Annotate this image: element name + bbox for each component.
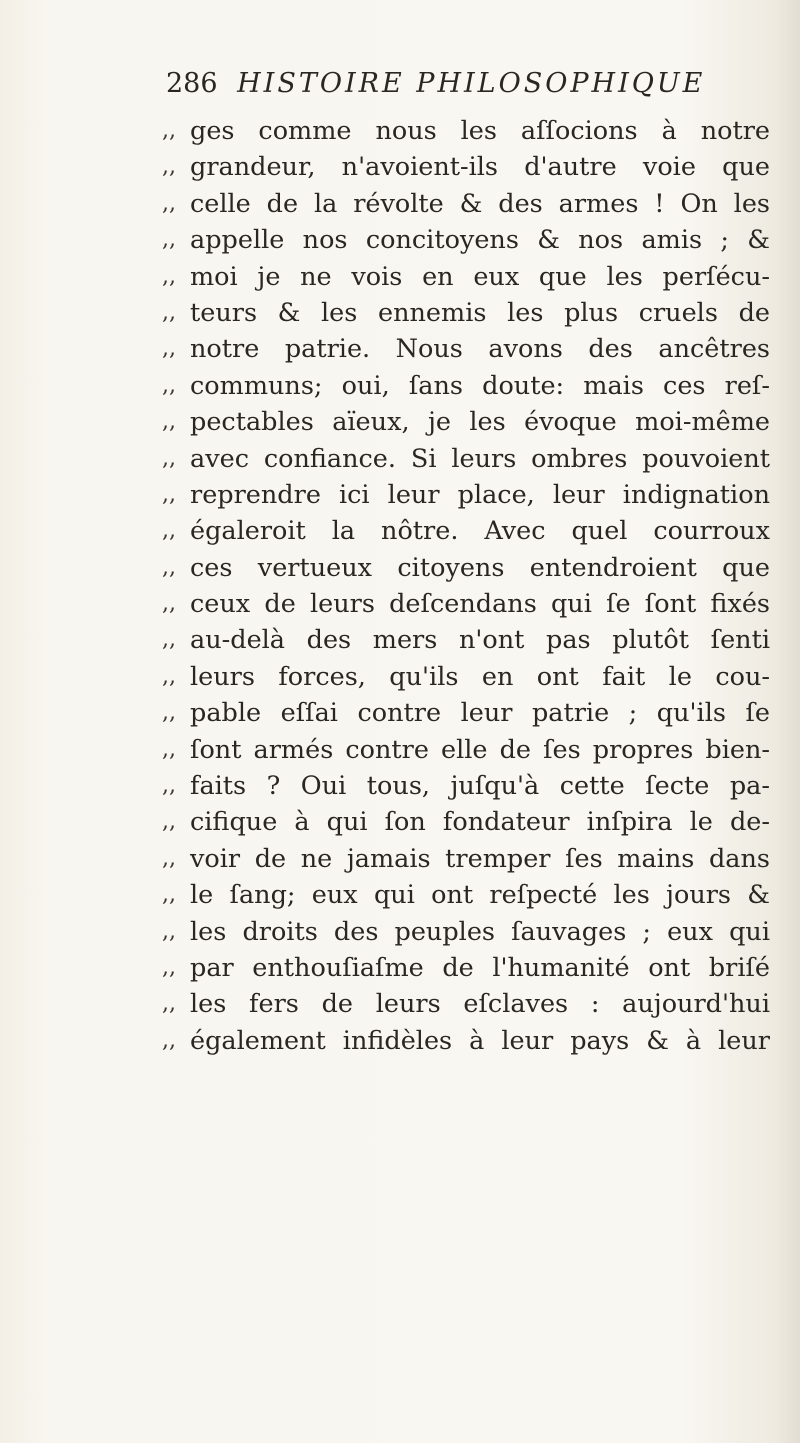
quote-mark: ,, <box>162 591 176 617</box>
quote-mark: ,, <box>162 227 176 253</box>
text-line <box>162 1023 774 1059</box>
text-line <box>162 113 774 149</box>
text-line <box>162 804 774 840</box>
quote-mark: ,, <box>162 700 176 726</box>
text-line <box>162 441 774 477</box>
quote-mark: ,, <box>162 154 176 180</box>
quote-mark: ,, <box>162 627 176 653</box>
text-line <box>162 404 774 440</box>
page-number: 286 <box>166 68 218 99</box>
line-text: ces vertueux citoyens entendroient que <box>190 552 770 583</box>
line-text: leurs forces, qu'ils en ont fait le cou- <box>190 661 770 692</box>
text-line <box>162 986 774 1022</box>
line-text: également infidèles à leur pays & à leur <box>190 1025 770 1056</box>
text-body <box>162 113 774 1059</box>
line-text: appelle nos concitoyens & nos amis ; & <box>190 225 770 256</box>
line-text: cifique à qui ſon fondateur inſpira le de- <box>190 807 770 838</box>
line-text: grandeur, n'avoient-ils d'autre voie que <box>190 152 770 183</box>
quote-mark: ,, <box>162 918 176 944</box>
text-line <box>162 659 774 695</box>
page-title: HISTOIRE PHILOSOPHIQUE <box>237 68 706 99</box>
quote-mark: ,, <box>162 518 176 544</box>
text-line <box>162 877 774 913</box>
line-text: pectables aïeux, je les évoque moi-même <box>190 407 770 438</box>
line-text: ges comme nous les aſſocions à notre <box>190 116 770 146</box>
text-line <box>162 841 774 877</box>
quote-mark: ,, <box>162 481 176 507</box>
line-text: avec confiance. Si leurs ombres pouvoient <box>190 443 770 474</box>
line-text: le ſang; eux qui ont reſpecté les jours & <box>190 880 770 911</box>
quote-mark: ,, <box>162 445 176 471</box>
quote-mark: ,, <box>162 991 176 1017</box>
line-text: égaleroit la nôtre. Avec quel courroux <box>190 516 770 547</box>
line-text: teurs & les ennemis les plus cruels de <box>190 297 770 328</box>
text-line <box>162 695 774 731</box>
quote-mark: ,, <box>162 809 176 835</box>
quote-mark: ,, <box>162 409 176 435</box>
running-head <box>166 68 766 108</box>
text-line <box>162 368 774 404</box>
text-line <box>162 259 774 295</box>
line-text: moi je ne vois en eux que les perſécu- <box>190 261 770 292</box>
text-line <box>162 768 774 804</box>
quote-mark: ,, <box>162 845 176 871</box>
text-line <box>162 732 774 768</box>
line-text: par enthouſiaſme de l'humanité ont briſé <box>190 952 770 983</box>
quote-mark: ,, <box>162 882 176 908</box>
quote-mark: ,, <box>162 954 176 980</box>
text-line <box>162 622 774 658</box>
text-line <box>162 149 774 185</box>
line-text: pable eſſai contre leur patrie ; qu'ils ſe <box>190 698 770 729</box>
quote-mark: ,, <box>162 1027 176 1053</box>
line-text: les droits des peuples ſauvages ; eux qui <box>190 916 770 947</box>
line-text: les fers de leurs eſclaves : aujourd'hui <box>190 989 770 1020</box>
quote-mark: ,, <box>162 736 176 762</box>
quote-mark: ,, <box>162 773 176 799</box>
line-text: faits ? Oui tous, juſqu'à cette ſecte pa- <box>190 771 770 802</box>
line-text: reprendre ici leur place, leur indignation <box>190 479 770 510</box>
quote-mark: ,, <box>162 299 176 325</box>
quote-mark: ,, <box>162 663 176 689</box>
line-text: ſont armés contre elle de ſes propres bien- <box>190 734 770 765</box>
text-line <box>162 513 774 549</box>
line-text: celle de la révolte & des armes ! On les <box>190 188 770 219</box>
quote-mark: ,, <box>162 190 176 216</box>
quote-mark: ,, <box>162 263 176 289</box>
text-line <box>162 586 774 622</box>
text-line <box>162 331 774 367</box>
quote-mark: ,, <box>162 336 176 362</box>
text-line <box>162 222 774 258</box>
line-text: voir de ne jamais tremper ſes mains dans <box>190 843 770 874</box>
quote-mark: ,, <box>162 372 176 398</box>
text-line <box>162 950 774 986</box>
text-line <box>162 550 774 586</box>
line-text: notre patrie. Nous avons des ancêtres <box>190 334 770 365</box>
line-text: au-delà des mers n'ont pas plutôt ſenti <box>190 625 770 656</box>
quote-mark: ,, <box>162 118 176 143</box>
line-text: ceux de leurs deſcendans qui ſe ſont fixés <box>190 589 770 620</box>
text-line <box>162 186 774 222</box>
text-line <box>162 295 774 331</box>
text-line <box>162 477 774 513</box>
text-line <box>162 914 774 950</box>
quote-mark: ,, <box>162 554 176 580</box>
line-text: communs; oui, ſans doute: mais ces reſ- <box>190 370 770 401</box>
